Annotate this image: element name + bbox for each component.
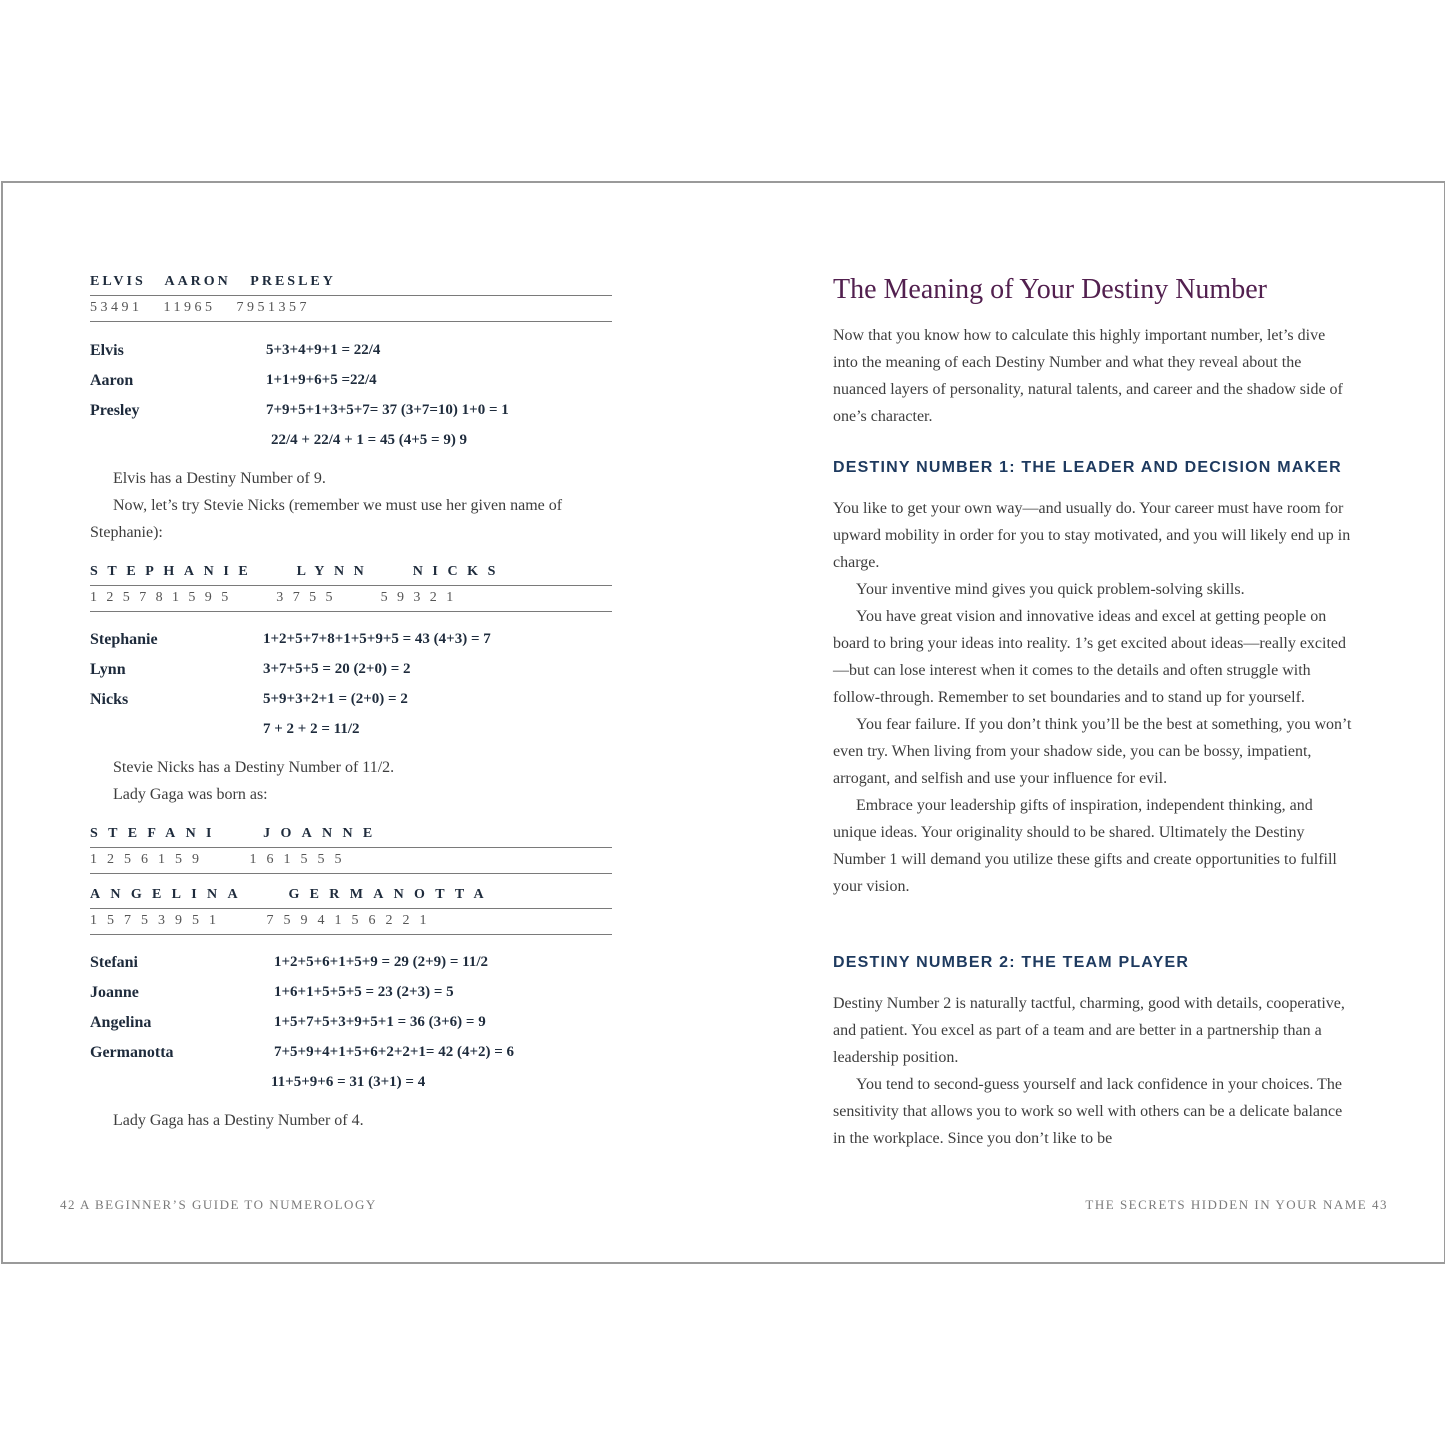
calc-row-name: Stephanie bbox=[90, 631, 158, 648]
calc-row-total: 22/4 + 22/4 + 1 = 45 (4+5 = 9) 9 bbox=[271, 432, 468, 448]
right-page-footer: THE SECRETS HIDDEN IN YOUR NAME 43 bbox=[1085, 1197, 1388, 1212]
calc-row-name: Germanotta bbox=[90, 1044, 174, 1061]
calc-row-name: Lynn bbox=[90, 661, 126, 678]
paragraph: Destiny Number 2 is naturally tactful, charming, good with details, cooperative, and patient. You excel as part of a team and are better in a partnership than a leadership position. bbox=[833, 995, 1345, 1066]
paragraph: Elvis has a Destiny Number of 9. bbox=[113, 470, 326, 487]
stevie-name-digits: 125781595 3755 59321 bbox=[90, 590, 463, 605]
calc-row-sum: 1+6+1+5+5+5 = 23 (2+3) = 5 bbox=[274, 984, 454, 1000]
divider bbox=[90, 873, 612, 874]
paragraph: You fear failure. If you don’t think you’ll be the best at something, you won’t even try. When living from your shadow side, you can be bossy, impatient, arrogant, and selfish and use your influence for evil. bbox=[833, 716, 1352, 787]
calc-row-sum: 1+2+5+6+1+5+9 = 29 (2+9) = 11/2 bbox=[274, 954, 489, 970]
calc-row-name: Stefani bbox=[90, 954, 138, 971]
intro-paragraph bbox=[833, 322, 1348, 430]
left-page-footer: 42 A BEGINNER’S GUIDE TO NUMEROLOGY bbox=[60, 1197, 377, 1212]
calc-row-total: 11+5+9+6 = 31 (3+1) = 4 bbox=[271, 1074, 426, 1090]
stevie-name-letters: STEPHANIE LYNN NICKS bbox=[90, 564, 506, 579]
paragraph: Lady Gaga was born as: bbox=[113, 786, 268, 803]
calc-row-name: Presley bbox=[90, 402, 140, 419]
calc-row-name: Joanne bbox=[90, 984, 139, 1001]
calc-row-sum: 1+1+9+6+5 =22/4 bbox=[266, 372, 377, 388]
calc-row-name: Nicks bbox=[90, 691, 129, 708]
page-title: The Meaning of Your Destiny Number bbox=[833, 274, 1267, 305]
calc-row-sum: 3+7+5+5 = 20 (2+0) = 2 bbox=[263, 661, 411, 677]
calc-row-sum: 7+5+9+4+1+5+6+2+2+1= 42 (4+2) = 6 bbox=[274, 1044, 515, 1060]
paragraph: You like to get your own way—and usually do. Your career must have room for upward mobility in order for you to stay motivated, and you will likely end up in charge. bbox=[833, 500, 1351, 571]
gaga-name-digits: 15753951 7594156221 bbox=[90, 913, 437, 928]
calc-row-sum: 5+9+3+2+1 = (2+0) = 2 bbox=[263, 691, 408, 707]
calc-row-sum: 5+3+4+9+1 = 22/4 bbox=[266, 342, 381, 358]
paragraph: Stevie Nicks has a Destiny Number of 11/2. bbox=[113, 759, 395, 776]
divider bbox=[90, 908, 612, 909]
gaga-name-letters: ANGELINA GERMANOTTA bbox=[90, 887, 494, 902]
calc-row-sum: 1+5+7+5+3+9+5+1 = 36 (3+6) = 9 bbox=[274, 1014, 486, 1030]
calc-row-sum: 1+2+5+7+8+1+5+9+5 = 43 (4+3) = 7 bbox=[263, 631, 491, 647]
paragraph: Your inventive mind gives you quick problem-solving skills. bbox=[856, 581, 1245, 598]
paragraph: Now, let’s try Stevie Nicks (remember we must use her given name of Stephanie): bbox=[90, 497, 563, 541]
section-heading: DESTINY NUMBER 1: THE LEADER AND DECISION MAKER bbox=[833, 459, 1342, 476]
paragraph: Now that you know how to calculate this highly important number, let’s dive into the meaning of each Destiny Number and what they reveal about the nuanced layers of personality, natural talents, and career and the shadow side of one’s character. bbox=[833, 327, 1343, 425]
gaga-name-digits: 1256159 161555 bbox=[90, 852, 352, 867]
calc-row-sum: 7+9+5+1+3+5+7= 37 (3+7=10) 1+0 = 1 bbox=[266, 402, 509, 418]
paragraph: Lady Gaga has a Destiny Number of 4. bbox=[113, 1112, 364, 1129]
section-heading: DESTINY NUMBER 2: THE TEAM PLAYER bbox=[833, 954, 1190, 971]
calc-row-name: Aaron bbox=[90, 372, 134, 389]
divider bbox=[90, 321, 612, 322]
gaga-name-letters: STEFANI JOANNE bbox=[90, 826, 383, 841]
elvis-result-text bbox=[90, 465, 610, 546]
paragraph: You have great vision and innovative ideas and excel at getting people on board to bring your ideas into reality. 1’s get excited about ideas—really excited—but can lose interest when it comes to the details and often struggle with follow-through. Remember to set boundaries and to stand up for yourself. bbox=[833, 608, 1347, 706]
divider bbox=[90, 585, 612, 586]
calc-row-name: Elvis bbox=[90, 342, 124, 359]
book-spread bbox=[1, 181, 1445, 1264]
elvis-name-digits: 53491 11965 7951357 bbox=[90, 300, 310, 315]
calc-row-name: Angelina bbox=[90, 1014, 152, 1031]
elvis-name-letters: ELVIS AARON PRESLEY bbox=[90, 274, 336, 289]
stevie-result-text bbox=[90, 754, 610, 808]
gaga-result-text bbox=[90, 1107, 610, 1134]
divider bbox=[90, 295, 612, 296]
section-body bbox=[833, 990, 1353, 1152]
divider bbox=[90, 611, 612, 612]
section-body bbox=[833, 495, 1353, 900]
paragraph: Embrace your leadership gifts of inspiration, independent thinking, and unique ideas. Your originality should to be shared. Ultimately the Destiny Number 1 will demand you utilize these gifts and create opportunities to fulfill your vision. bbox=[833, 797, 1337, 895]
paragraph: You tend to second-guess yourself and lack confidence in your choices. The sensitivity that allows you to work so well with others can be a delicate balance in the workplace. Since you don’t like to be bbox=[833, 1076, 1343, 1147]
calc-row-total: 7 + 2 + 2 = 11/2 bbox=[263, 721, 360, 737]
divider bbox=[90, 934, 612, 935]
divider bbox=[90, 847, 612, 848]
